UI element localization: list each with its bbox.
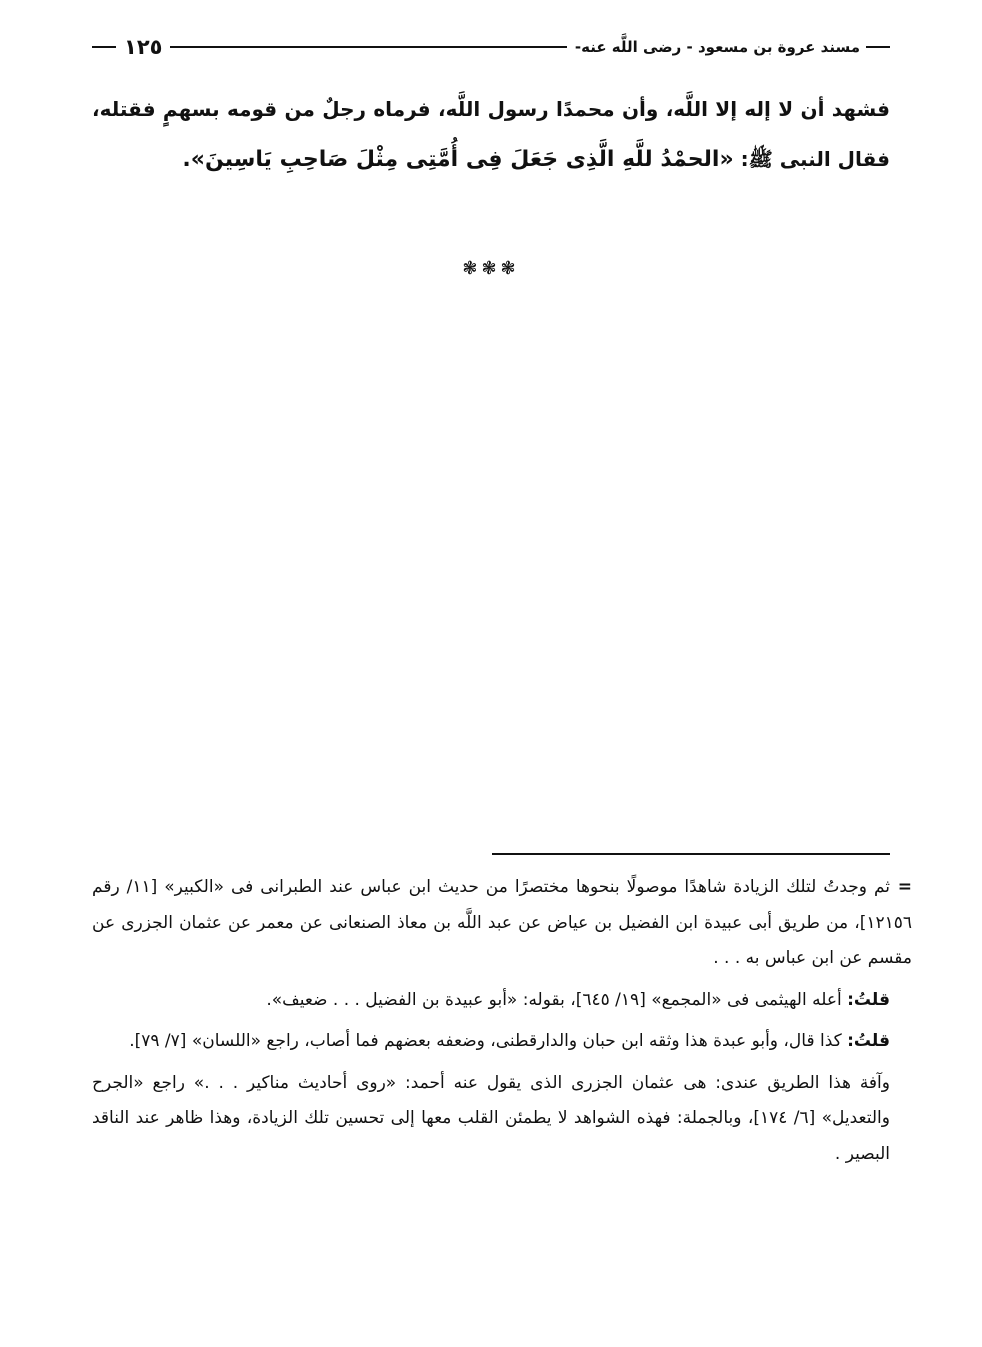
main-paragraph-text: فشهد أن لا إله إلا اللَّه، وأن محمدًا رسول اللَّه، فرماه رجلٌ من قومه بسهمٍ فقتله، فقال النبى ﷺ: — [92, 97, 890, 171]
hadith-quote: «الحمْدُ للَّهِ الَّذِى جَعَلَ فِى أُمَّتِى مِثْلَ صَاحِبِ يَاسِينَ». — [182, 147, 734, 172]
header-dash-left — [92, 46, 116, 48]
footnote-label: قلتُ: — [847, 1031, 890, 1051]
header-rule — [170, 46, 566, 48]
footnote-label: قلتُ: — [847, 989, 890, 1010]
main-text — [92, 84, 890, 185]
section-separator: ❃❃❃ — [462, 258, 520, 279]
continuation-mark: = — [897, 877, 913, 897]
header-dash-right — [866, 46, 890, 48]
footnote-paragraph — [92, 1024, 890, 1060]
running-header — [92, 34, 890, 60]
footnote-text: أعله الهيثمى فى «المجمع» [١٩/ ٦٤٥]، بقوله: «أبو عبيدة بن الفضيل . . . ضعيف». — [266, 989, 848, 1010]
running-title: مسند عروة بن مسعود - رضى اللَّه عنه- — [574, 38, 860, 56]
footnote-paragraph — [92, 1066, 890, 1173]
footnote-text: كذا قال، وأبو عبدة هذا وثقه ابن حبان والدارقطنى، وضعفه بعضهم فما أصاب، راجع «اللسان» [٧/ ٧٩]. — [129, 1031, 848, 1051]
footnote-text: وآفة هذا الطريق عندى: هى عثمان الجزرى الذى يقول عنه أحمد: «روى أحاديث مناكير . . .» راجع «الجرح والتعديل» [٦/ ١٧٤]، وبالجملة: فهذه الشواهد لا يطمئن القلب معها إلى تحسين تلك الزيادة، وهذا ظاهر عند الناقد البصير . — [92, 1072, 890, 1164]
footnote-paragraph — [92, 870, 912, 977]
footnote-text: ثم وجدتُ لتلك الزيادة شاهدًا موصولًا بنحوها مختصرًا من حديث ابن عباس عند الطبرانى فى «الكبير» [١١/ رقم ١٢١٥٦]، من طريق أبى عبيدة ابن الفضيل بن عياض عن عبد اللَّه بن معاذ الصنعانى عن معمر عن عثمان الجزرى عن مقسم عن ابن عباس به . . . — [92, 877, 912, 968]
footnote-paragraph — [92, 983, 890, 1019]
page-number: ١٢٥ — [124, 35, 163, 59]
main-paragraph — [92, 84, 890, 185]
footnotes — [92, 870, 913, 1172]
footnote-separator-rule — [492, 853, 890, 855]
